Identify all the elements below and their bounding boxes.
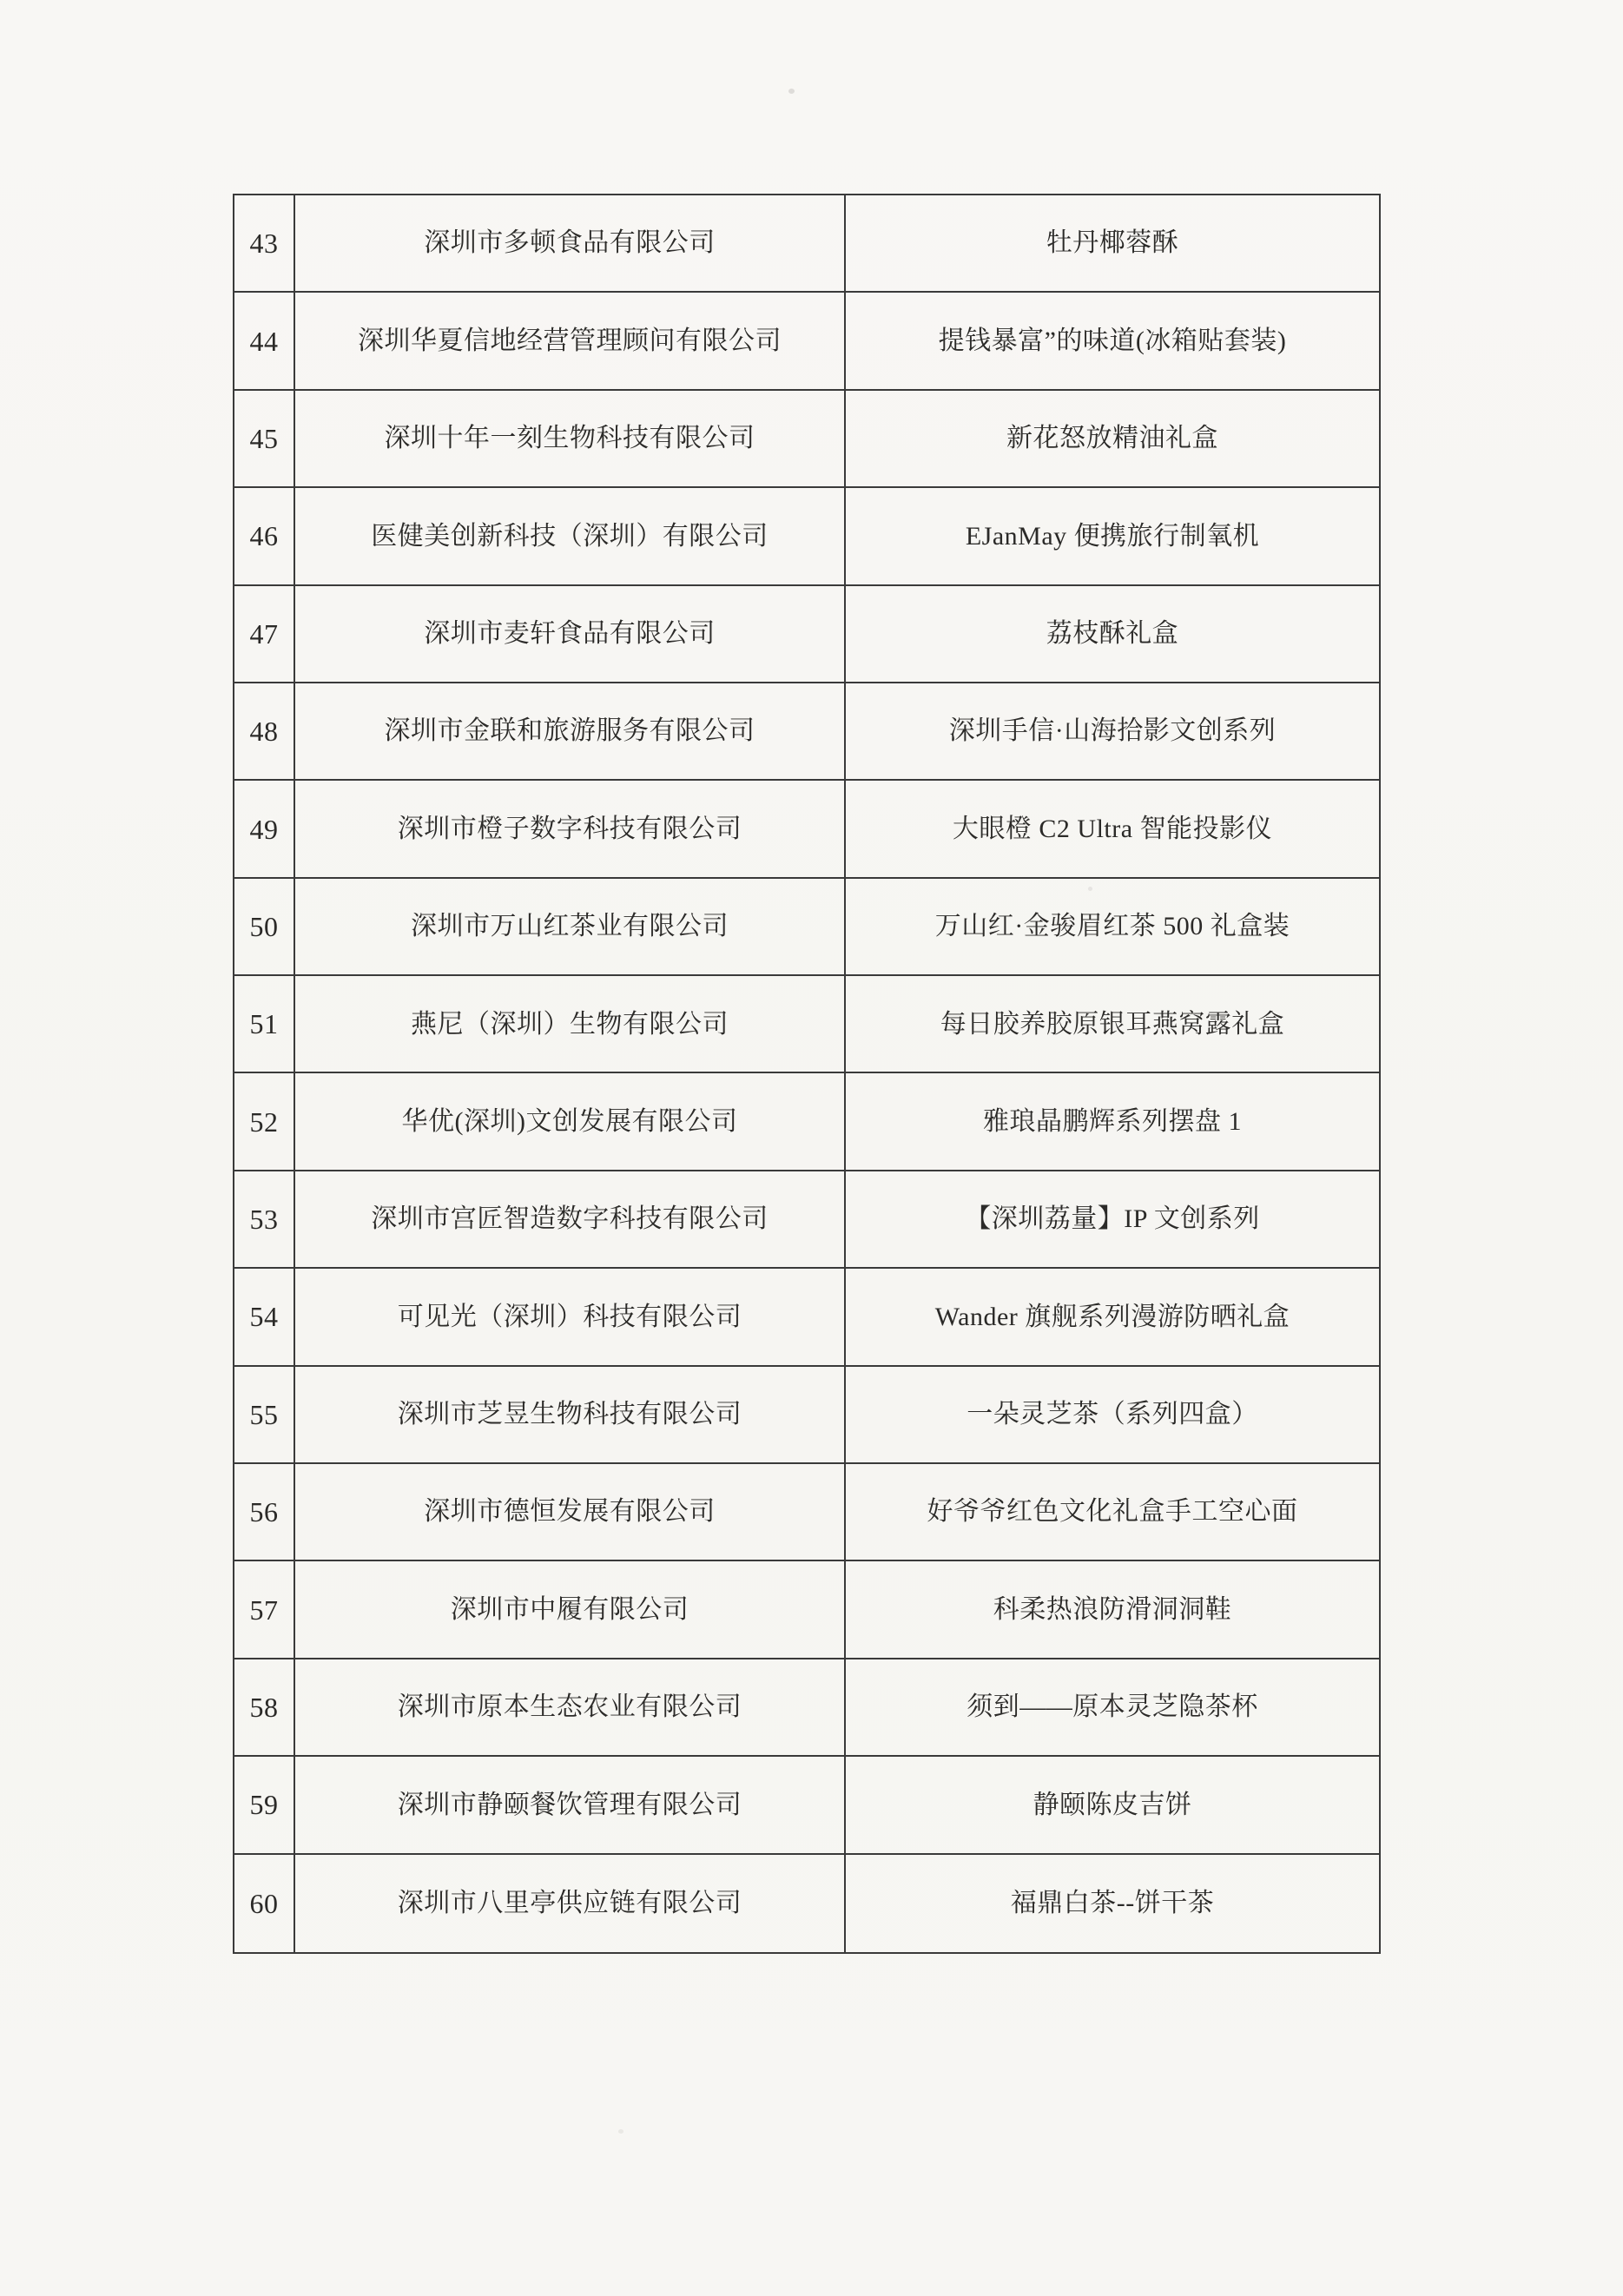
company-name: 深圳市橙子数字科技有限公司 (295, 781, 846, 876)
table-row (234, 1464, 1379, 1561)
row-number: 59 (234, 1757, 295, 1852)
company-name: 深圳市金联和旅游服务有限公司 (295, 683, 846, 779)
company-name: 深圳市静颐餐饮管理有限公司 (295, 1757, 846, 1852)
row-number: 53 (234, 1171, 295, 1267)
table-row (234, 1855, 1379, 1952)
product-name: 深圳手信·山海拾影文创系列 (948, 716, 1277, 746)
product-name: 大眼橙 C2 Ultra 智能投影仪 (952, 814, 1273, 843)
row-number: 47 (234, 586, 295, 682)
product-name: 荔枝酥礼盒 (1046, 618, 1179, 648)
company-name: 深圳市多顿食品有限公司 (295, 195, 846, 291)
table-row (234, 879, 1379, 976)
company-name: 深圳市宫匠智造数字科技有限公司 (295, 1171, 846, 1267)
product-name: 牡丹椰蓉酥 (1046, 228, 1179, 258)
company-name: 华优(深圳)文创发展有限公司 (295, 1073, 846, 1169)
product-name: 提钱暴富”的味道(冰箱贴套装) (938, 326, 1287, 355)
table-row (234, 1561, 1379, 1659)
company-name: 可见光（深圳）科技有限公司 (295, 1269, 846, 1364)
company-name: 医健美创新科技（深圳）有限公司 (295, 488, 846, 584)
row-number: 43 (234, 195, 295, 291)
scan-speck (788, 89, 795, 94)
product-name: 【深圳荔量】IP 文创系列 (965, 1204, 1260, 1234)
row-number: 52 (234, 1073, 295, 1169)
product-name: 科柔热浪防滑洞洞鞋 (993, 1594, 1232, 1624)
product-name: 雅琅晶鹏辉系列摆盘 1 (983, 1106, 1242, 1136)
row-number: 45 (234, 391, 295, 486)
row-number: 56 (234, 1464, 295, 1560)
product-name: 静颐陈皮吉饼 (1033, 1790, 1192, 1819)
company-name: 燕尼（深圳）生物有限公司 (295, 976, 846, 1072)
company-name: 深圳市原本生态农业有限公司 (295, 1659, 846, 1755)
table-row (234, 586, 1379, 683)
table-row (234, 1757, 1379, 1854)
table-row (234, 195, 1379, 293)
row-number: 55 (234, 1367, 295, 1462)
company-name: 深圳市万山红茶业有限公司 (295, 879, 846, 974)
row-number: 54 (234, 1269, 295, 1364)
table-row (234, 1659, 1379, 1757)
table-row (234, 1171, 1379, 1269)
product-name: 新花怒放精油礼盒 (1006, 424, 1218, 453)
product-name: 福鼎白茶--饼干茶 (1010, 1889, 1215, 1918)
table-row (234, 488, 1379, 585)
row-number: 49 (234, 781, 295, 876)
row-number: 44 (234, 293, 295, 388)
company-name: 深圳市德恒发展有限公司 (295, 1464, 846, 1560)
company-name: 深圳市麦轩食品有限公司 (295, 586, 846, 682)
table-row (234, 781, 1379, 878)
product-name: 须到——原本灵芝隐茶杯 (967, 1692, 1258, 1722)
product-name: 万山红·金骏眉红茶 500 礼盒装 (934, 912, 1290, 941)
company-name: 深圳华夏信地经营管理顾问有限公司 (295, 293, 846, 388)
table-row (234, 683, 1379, 781)
row-number: 48 (234, 683, 295, 779)
table-row (234, 391, 1379, 488)
award-table (233, 194, 1381, 1954)
table-row (234, 1269, 1379, 1366)
row-number: 60 (234, 1855, 295, 1952)
scan-speck (618, 2129, 623, 2134)
product-name: Wander 旗舰系列漫游防晒礼盒 (934, 1302, 1290, 1331)
company-name: 深圳市八里亭供应链有限公司 (295, 1855, 846, 1952)
row-number: 51 (234, 976, 295, 1072)
company-name: 深圳十年一刻生物科技有限公司 (295, 391, 846, 486)
row-number: 46 (234, 488, 295, 584)
company-name: 深圳市中履有限公司 (295, 1561, 846, 1657)
company-name: 深圳市芝昱生物科技有限公司 (295, 1367, 846, 1462)
table-row (234, 293, 1379, 390)
product-name: EJanMay 便携旅行制氧机 (965, 521, 1260, 551)
table-row (234, 976, 1379, 1073)
table-row (234, 1073, 1379, 1171)
product-name: 一朵灵芝茶（系列四盒） (967, 1400, 1258, 1429)
product-name: 每日胶养胶原银耳燕窝露礼盒 (940, 1009, 1285, 1039)
row-number: 50 (234, 879, 295, 974)
row-number: 57 (234, 1561, 295, 1657)
table-row (234, 1367, 1379, 1464)
product-name: 好爷爷红色文化礼盒手工空心面 (927, 1497, 1298, 1527)
row-number: 58 (234, 1659, 295, 1755)
